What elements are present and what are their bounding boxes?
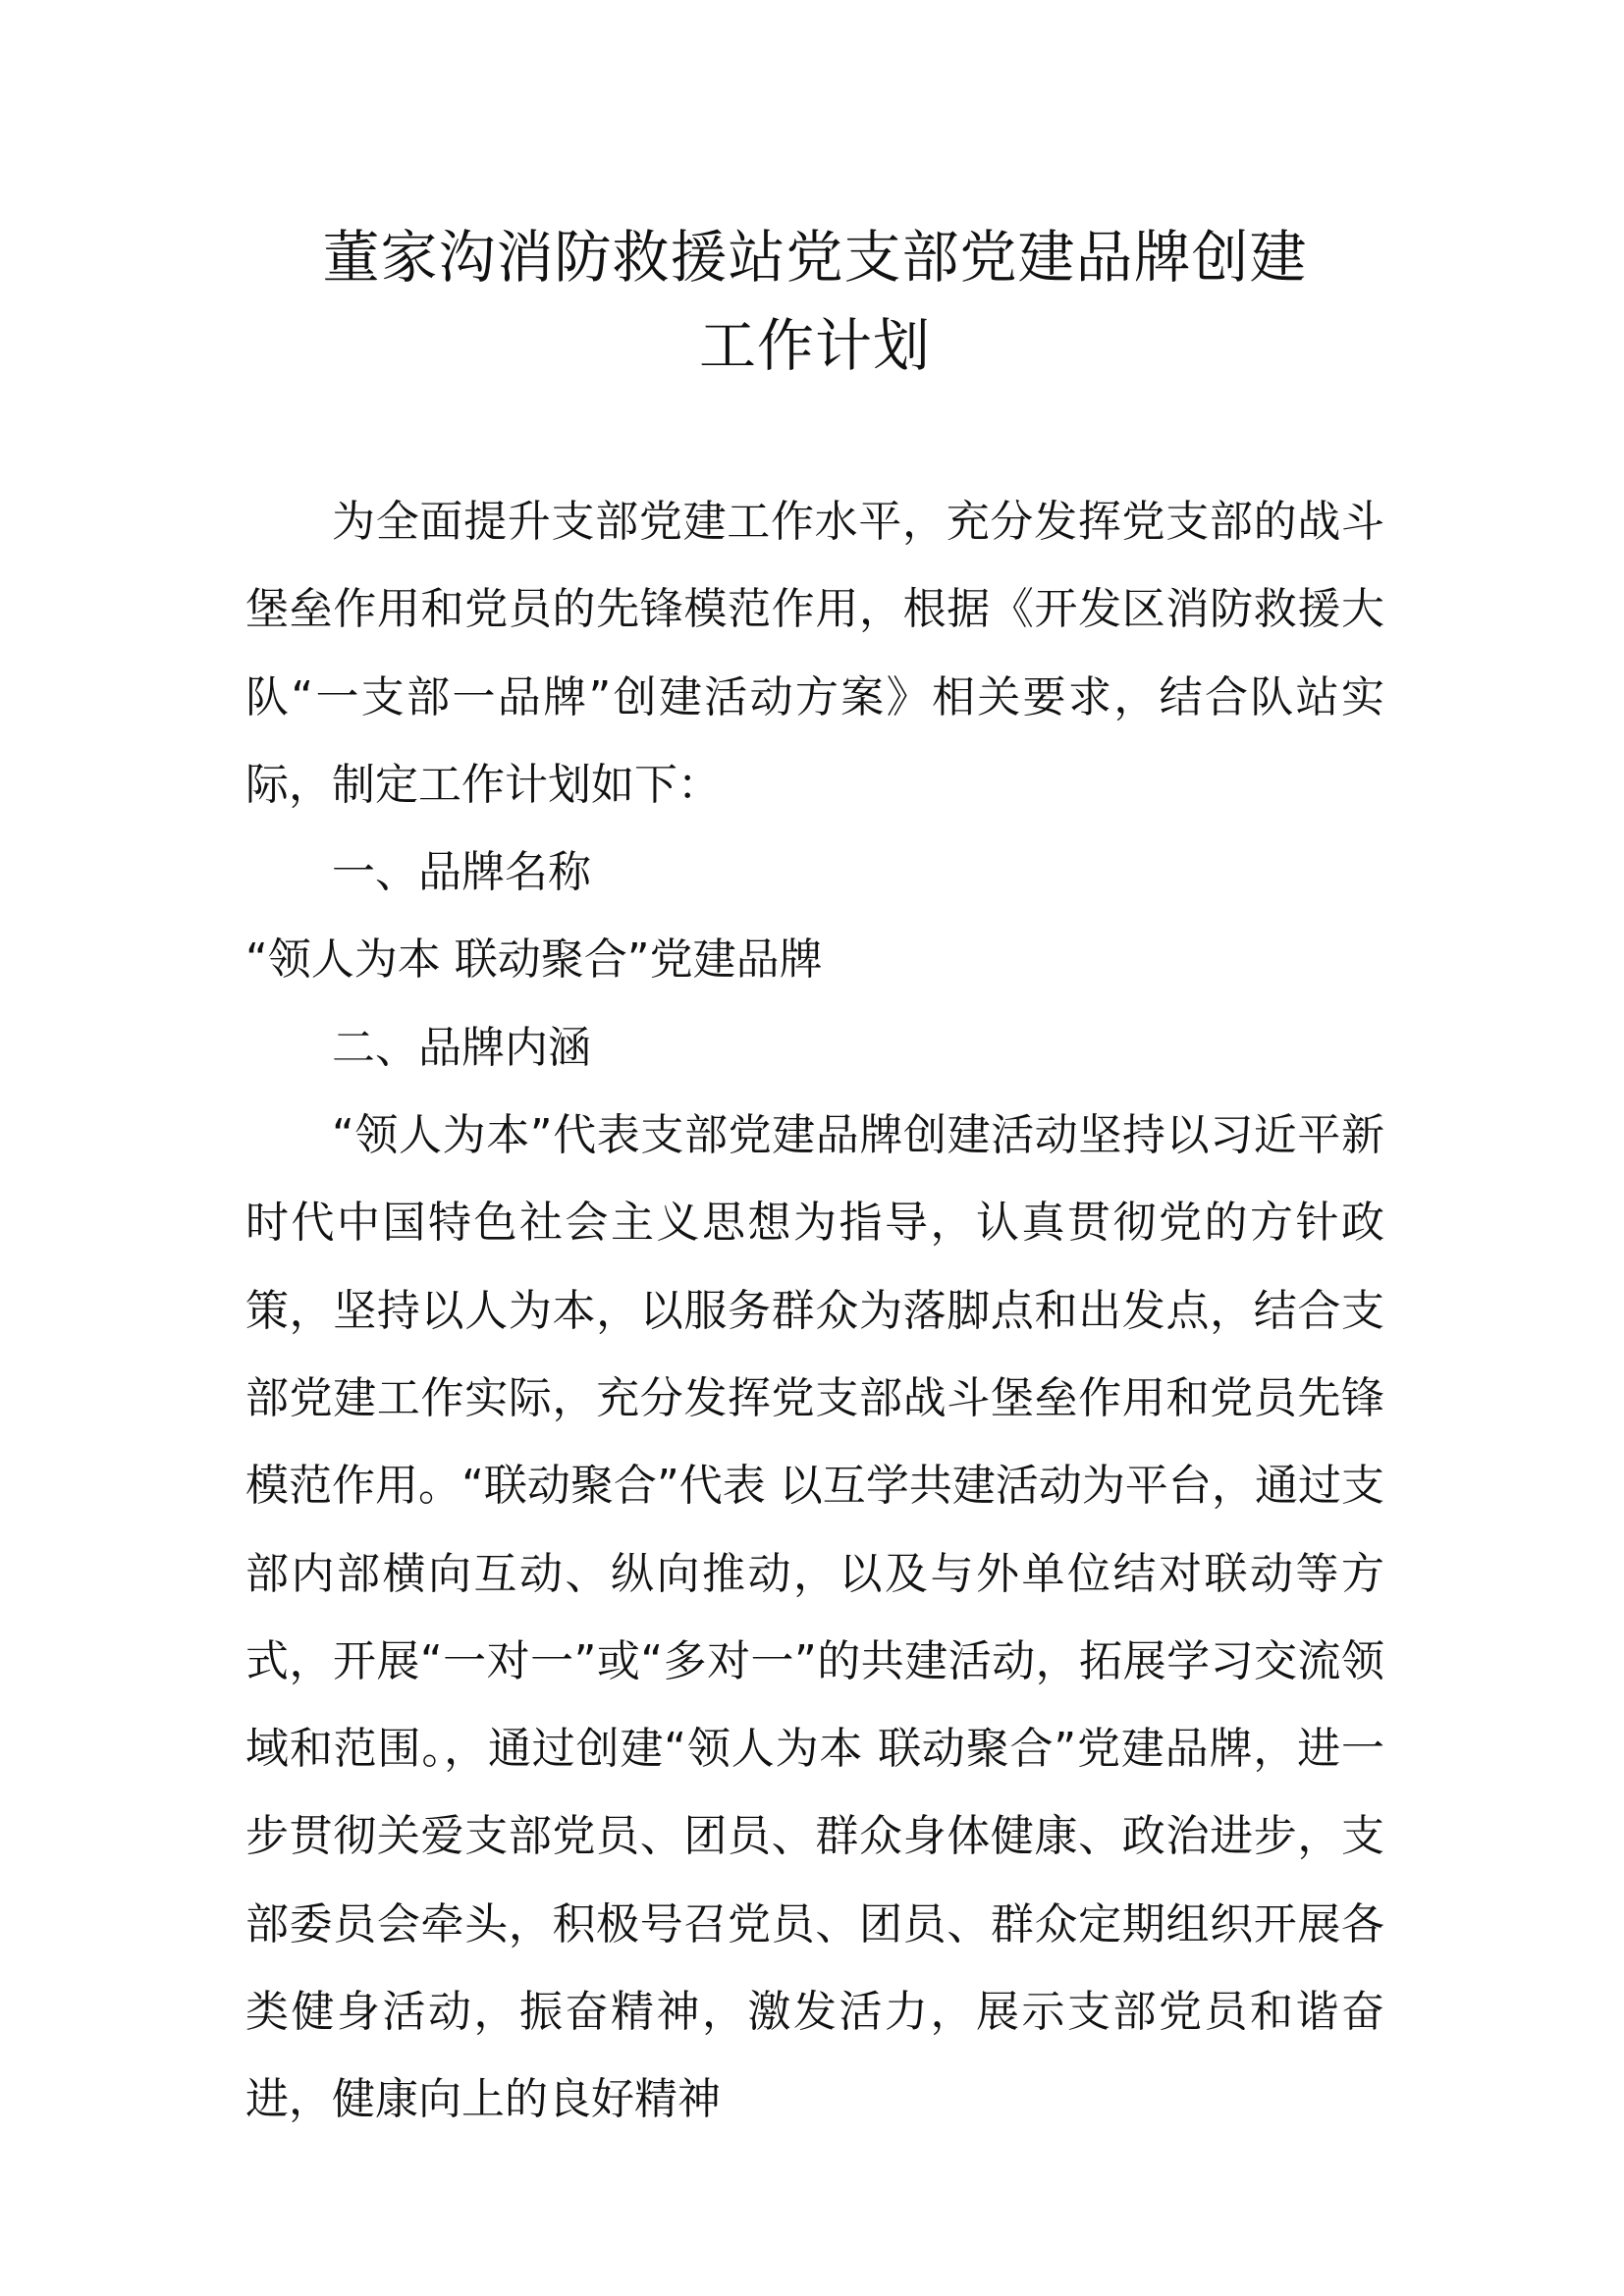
document-title-line-1: 董家沟消防救援站党支部党建品牌创建 (322, 224, 1308, 291)
intro-paragraph: 为全面提升支部党建工作水平，充分发挥党支部的战斗堡垒作用和党员的先锋模范作用，根据《开发区消防救援大队“一支部一品牌”创建活动方案》相关要求，结合队站实际，制定工作计划如下： (245, 497, 1384, 810)
section-heading-brand-meaning: 二、品牌内涵 (332, 1022, 591, 1073)
brand-meaning-paragraph: “领人为本”代表支部党建品牌创建活动坚持以习近平新时代中国特色社会主义思想为指导，认真贯彻党的方针政策，坚持以人为本，以服务群众为落脚点和出发点，结合支部党建工作实际，充分发挥党支部战斗堡垒作用和党员先锋模范作用。“联动聚合”代表 以互学共建活动为平台，通过支部内部横向互动、纵向推动，以及与外单位结对联动等方式，开展“一对一”或“多对一”的共建活动，拓展学习交流领域和范围。，通过创建“领人为本 联动聚合”党建品牌，进一步贯彻关爱支部党员、团员、群众身体健康、政治进步，支部委员会牵头，积极号召党员、团员、群众定期组织开展各类健身活动，振奋精神，激发活力，展示支部党员和谐奋进，健康向上的良好精神 (245, 1110, 1384, 2125)
document-body (245, 478, 1384, 2144)
document-title-line-2: 工作计划 (698, 312, 931, 379)
brand-name-text: “领人为本 联动聚合”党建品牌 (245, 934, 823, 986)
section-heading-brand-name: 一、品牌名称 (332, 847, 591, 898)
